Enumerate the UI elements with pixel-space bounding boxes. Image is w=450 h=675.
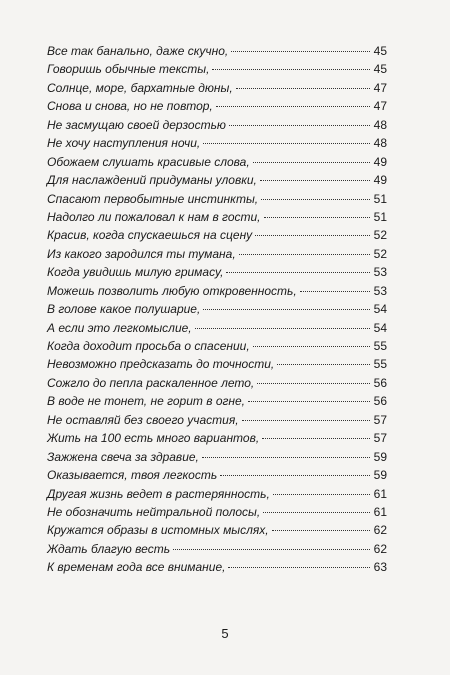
toc-entry: [47, 228, 387, 246]
toc-entry-page: 62: [373, 541, 387, 556]
toc-entry-page: 52: [373, 228, 387, 243]
toc-entry-title: Для наслаждений придуманы уловки,: [47, 173, 257, 188]
toc-entry: [47, 247, 387, 265]
toc-entry-page: 57: [373, 412, 387, 427]
toc-entry: [47, 284, 387, 302]
toc-entry-title: В голове какое полушарие,: [47, 302, 201, 317]
toc-entry-title: Кружатся образы в истомных мыслях,: [47, 523, 269, 538]
toc-entry-page: 54: [373, 320, 387, 335]
toc-entry-title: К временам года все внимание,: [47, 560, 226, 575]
toc-entry-title: В воде не тонет, не горит в огне,: [47, 394, 246, 409]
toc-entry-page: 45: [373, 44, 387, 58]
toc-entry-page: 55: [373, 339, 387, 353]
toc-dot-leader: [272, 530, 370, 531]
toc-dot-leader: [195, 328, 370, 329]
toc-entry: [47, 560, 387, 578]
toc-entry: [47, 173, 387, 191]
toc-dot-leader: [263, 512, 370, 513]
toc-dot-leader: [261, 199, 370, 200]
toc-dot-leader: [262, 438, 370, 439]
toc-dot-leader: [248, 401, 370, 402]
toc-entry-page: 51: [373, 191, 387, 206]
toc-dot-leader: [300, 291, 370, 292]
toc-dot-leader: [228, 567, 370, 568]
toc-dot-leader: [212, 69, 370, 70]
toc-entry-page: 59: [373, 468, 387, 483]
toc-entry-page: 48: [373, 117, 387, 132]
toc-entry: [47, 431, 387, 449]
toc-entry-page: 45: [373, 62, 387, 77]
toc-entry: [47, 136, 387, 154]
toc-entry-page: 57: [373, 431, 387, 446]
toc-entry-page: 53: [373, 283, 387, 298]
toc-entry-page: 61: [373, 504, 387, 519]
toc-dot-leader: [236, 88, 370, 89]
toc-entry-page: 62: [373, 523, 387, 538]
toc-dot-leader: [264, 217, 370, 218]
toc-entry-page: 51: [373, 209, 387, 224]
toc-entry-page: 61: [373, 486, 387, 501]
toc-entry-title: Жить на 100 есть много вариантов,: [47, 431, 260, 446]
toc-entry-title: Не обозначить нейтральной полосы,: [47, 504, 261, 519]
toc-entry-title: Можешь позволить любую откровенность,: [47, 283, 297, 298]
toc-dot-leader: [273, 494, 370, 495]
toc-entry-title: Оказывается, твоя легкость: [47, 468, 218, 483]
toc-entry-page: 56: [373, 394, 387, 409]
toc-dot-leader: [216, 106, 370, 107]
toc-entry-title: Когда доходит просьба о спасении,: [47, 339, 250, 353]
toc-entry: [47, 487, 387, 505]
toc-entry-page: 49: [373, 154, 387, 169]
toc-dot-leader: [226, 272, 370, 273]
toc-dot-leader: [277, 364, 370, 365]
toc-entry-page: 48: [373, 136, 387, 151]
toc-entry-title: Другая жизнь ведет в растерянность,: [47, 486, 270, 501]
toc-dot-leader: [231, 51, 370, 52]
toc-entry: [47, 542, 387, 560]
toc-entry: [47, 339, 387, 357]
toc-entry: [47, 44, 387, 62]
toc-entry: [47, 468, 387, 486]
toc-entry-page: 54: [373, 302, 387, 317]
toc-entry-title: Из какого зародился ты тумана,: [47, 246, 236, 261]
toc-entry-page: 63: [373, 560, 387, 575]
toc-dot-leader: [203, 309, 370, 310]
toc-entry-page: 56: [373, 375, 387, 390]
toc-dot-leader: [253, 162, 370, 163]
toc-dot-leader: [255, 235, 370, 236]
toc-entry-title: Все так банально, даже скучно,: [47, 44, 229, 58]
toc-entry-title: Говоришь обычные тексты,: [47, 62, 210, 77]
toc-entry: [47, 450, 387, 468]
table-of-contents: [47, 44, 387, 579]
toc-entry: [47, 118, 387, 136]
toc-dot-leader: [220, 475, 370, 476]
toc-entry-page: 55: [373, 357, 387, 372]
toc-entry-title: Ждать благую весть: [47, 541, 170, 556]
toc-entry-title: Спасают первобытные инстинкты,: [47, 191, 259, 206]
toc-dot-leader: [257, 383, 370, 384]
toc-entry-title: А если это легкомыслие,: [47, 320, 192, 335]
toc-entry-title: Невозможно предсказать до точности,: [47, 357, 275, 372]
toc-entry: [47, 523, 387, 541]
toc-entry-title: Когда увидишь милую гримасу,: [47, 265, 224, 280]
toc-entry-title: Солнце, море, бархатные дюны,: [47, 80, 233, 95]
toc-entry-page: 47: [373, 99, 387, 114]
toc-dot-leader: [260, 180, 370, 181]
toc-entry-title: Не засмущаю своей дерзостью: [47, 117, 226, 132]
toc-dot-leader: [173, 549, 370, 550]
toc-entry: [47, 302, 387, 320]
toc-entry: [47, 62, 387, 80]
toc-entry-page: 53: [373, 265, 387, 280]
toc-dot-leader: [202, 457, 370, 458]
toc-entry: [47, 357, 387, 375]
toc-entry: [47, 155, 387, 173]
toc-entry-title: Не оставляй без своего участия,: [47, 412, 239, 427]
toc-entry: [47, 265, 387, 283]
toc-entry-title: Не хочу наступления ночи,: [47, 136, 201, 151]
toc-entry-title: Снова и снова, но не повтор,: [47, 99, 213, 114]
toc-dot-leader: [253, 346, 370, 347]
toc-entry: [47, 81, 387, 99]
toc-entry-title: Сожгло до пепла раскаленное лето,: [47, 375, 255, 390]
toc-entry: [47, 413, 387, 431]
toc-dot-leader: [239, 254, 370, 255]
toc-dot-leader: [203, 143, 370, 144]
toc-entry-title: Красив, когда спускаешься на сцену: [47, 228, 253, 243]
toc-entry-page: 59: [373, 449, 387, 464]
toc-entry: [47, 505, 387, 523]
toc-entry: [47, 210, 387, 228]
toc-dot-leader: [229, 125, 370, 126]
toc-entry: [47, 192, 387, 210]
toc-entry-page: 47: [373, 80, 387, 95]
toc-entry: [47, 394, 387, 412]
toc-entry: [47, 376, 387, 394]
toc-entry-page: 52: [373, 246, 387, 261]
toc-entry-title: Надолго ли пожаловал к нам в гости,: [47, 209, 261, 224]
toc-entry-title: Зажжена свеча за здравие,: [47, 449, 199, 464]
toc-dot-leader: [242, 420, 370, 421]
toc-entry-page: 49: [373, 173, 387, 188]
toc-entry-title: Обожаем слушать красивые слова,: [47, 154, 250, 169]
page-number: 5: [221, 626, 229, 641]
toc-entry: [47, 321, 387, 339]
toc-entry: [47, 99, 387, 117]
